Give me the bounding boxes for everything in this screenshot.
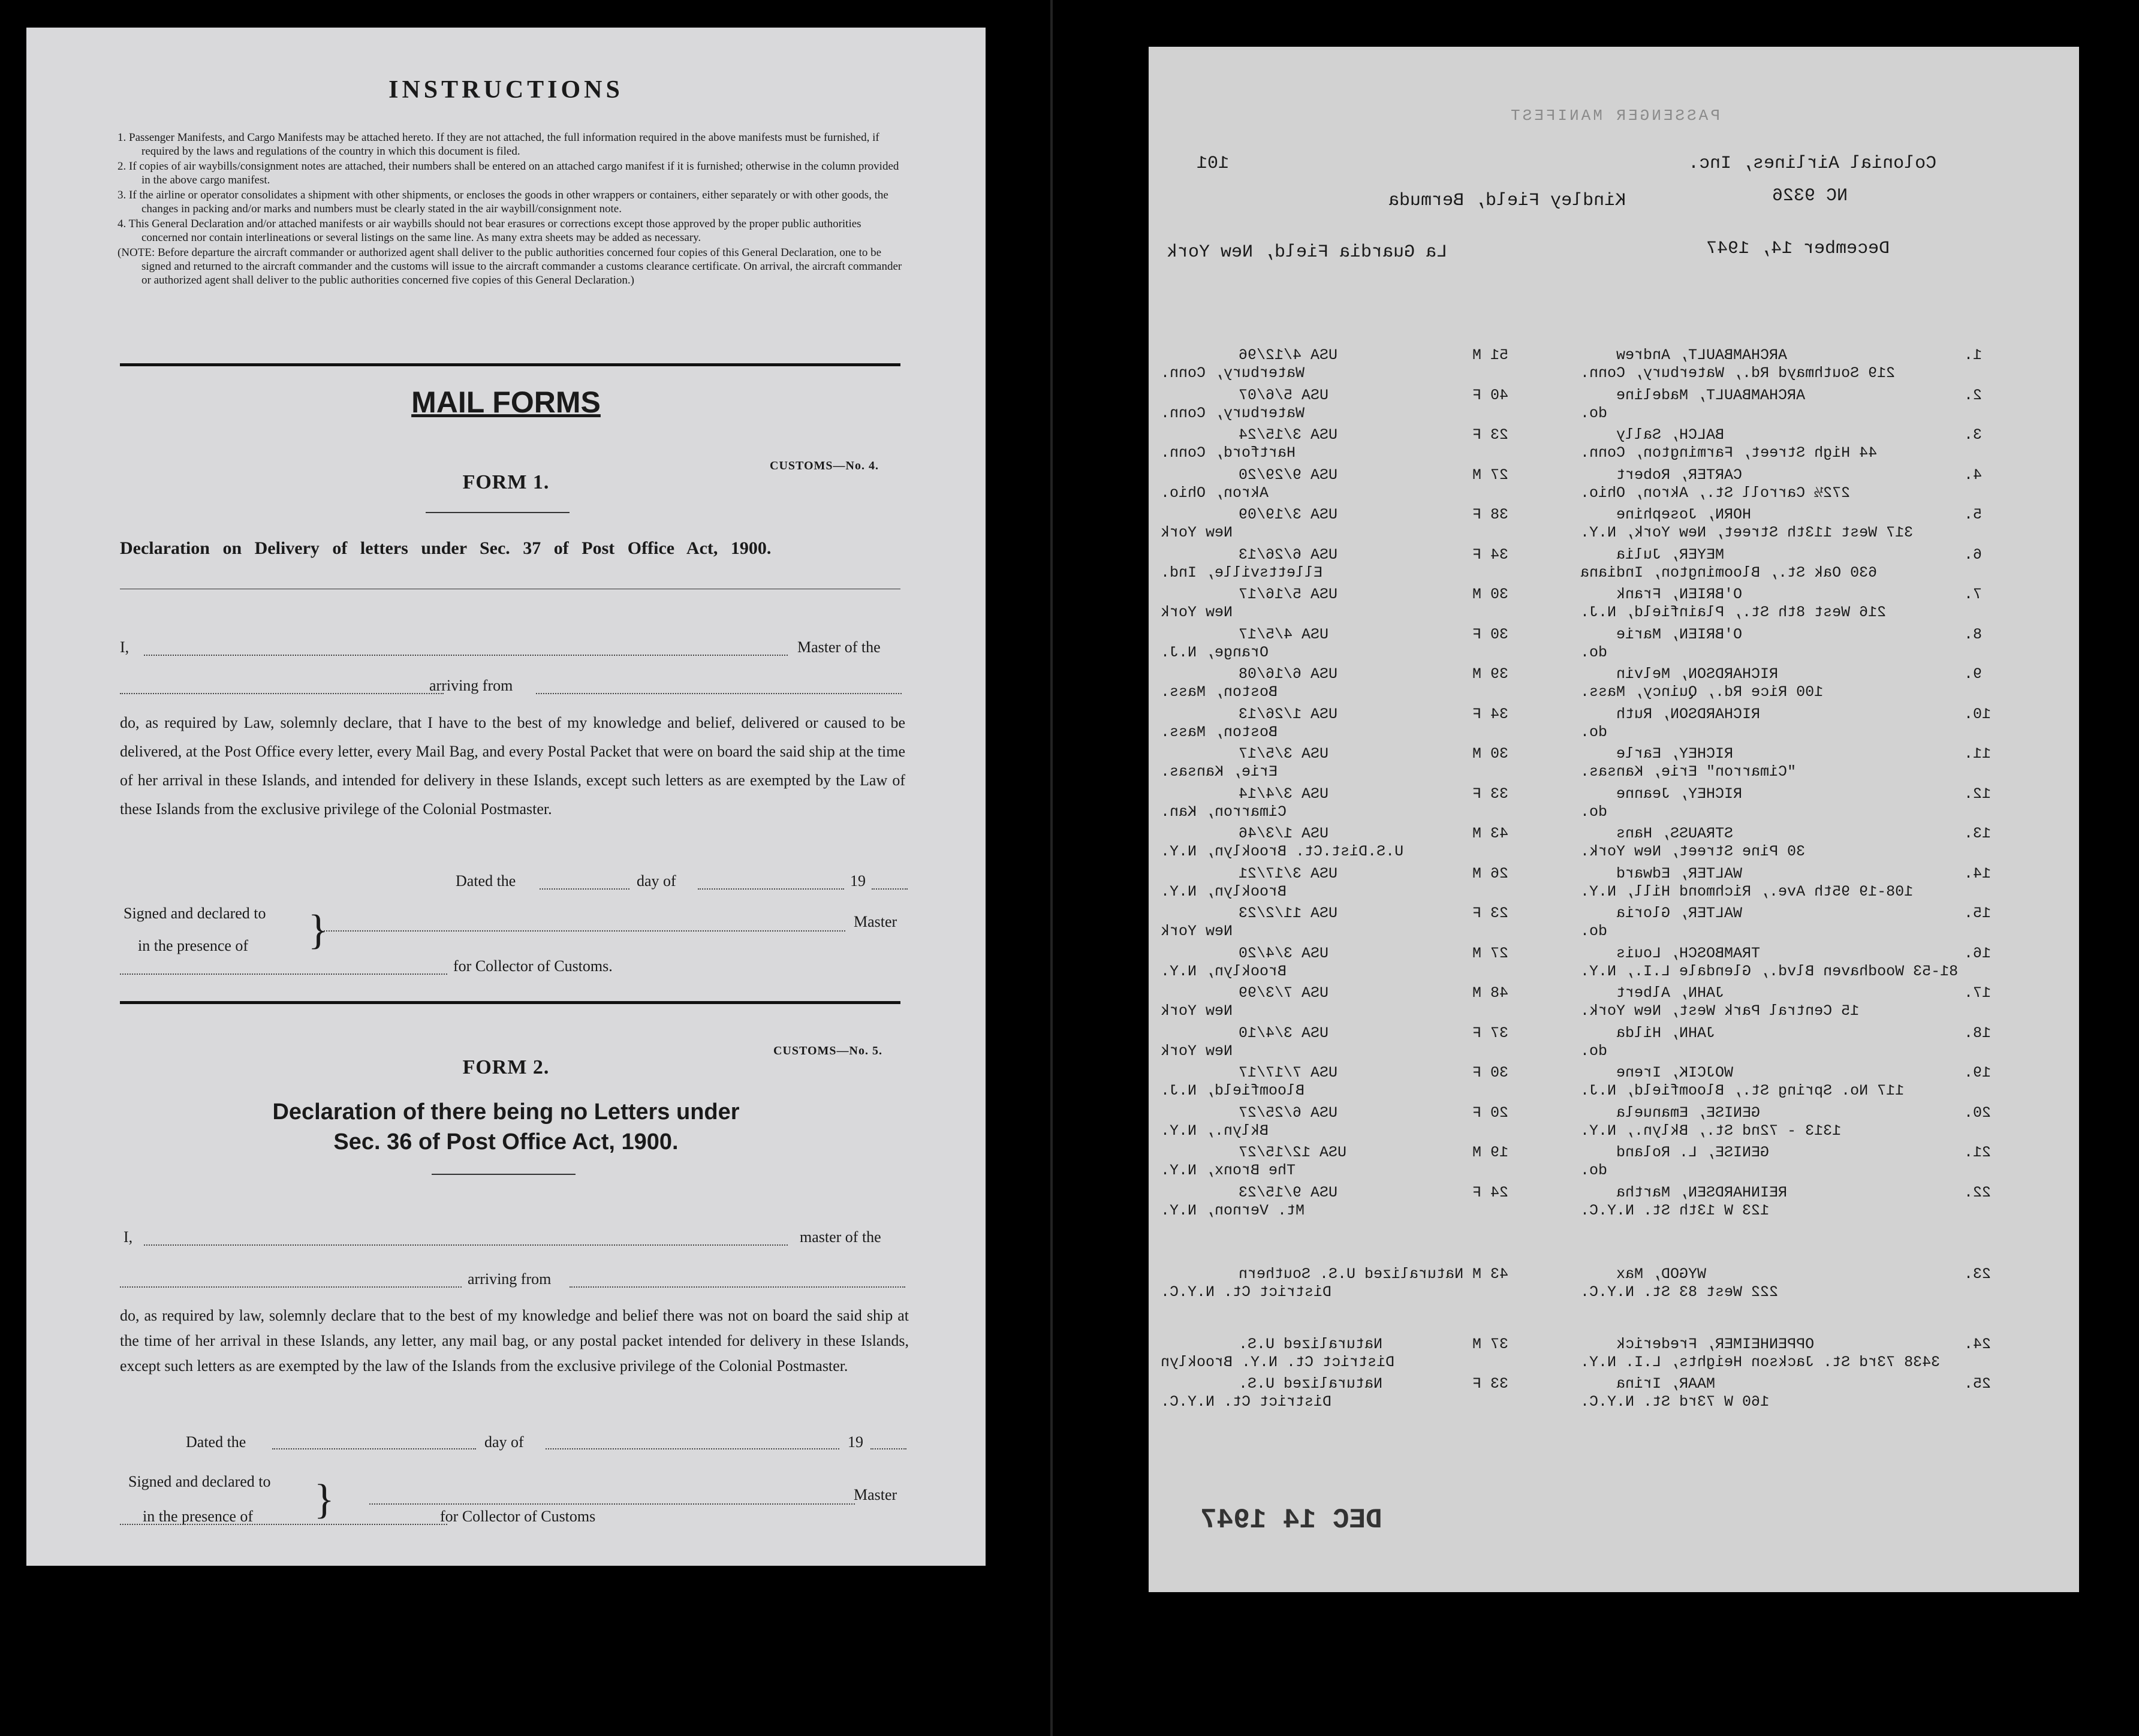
passenger-addr: do. [1580, 643, 1608, 661]
manifest-flight-number: 101 [1197, 153, 1230, 174]
passenger-city: New York [1161, 524, 1233, 541]
passenger-age: 43 M [1472, 825, 1509, 842]
passenger-name: MEYER, Julia [1616, 545, 1725, 563]
passenger-age: 33 F [1472, 785, 1509, 803]
passenger-city: Ellettsville, Ind. [1161, 563, 1323, 581]
passenger-name: WYGOD, Max [1616, 1265, 1707, 1283]
form2-i-label: I, [123, 1228, 133, 1246]
passenger-n: 8. [1964, 625, 1983, 643]
instruction-item: 4. This General Declaration and/or attached manifests or air waybills should not bear erasures or corrections except those approved by the proper public authorities concerned nor contain interlineations or several listings on the same line. As many extra sheets may be added as necessary. [118, 218, 861, 244]
form1-heading: FORM 1. [462, 471, 550, 493]
passenger-name: BALCH, Sally [1616, 426, 1725, 444]
passenger-n: 9. [1964, 665, 1983, 683]
form1-collector-label: for Collector of Customs. [453, 957, 613, 975]
passenger-addr: 123 W 13th St. N.Y.C. [1580, 1201, 1770, 1219]
passenger-pass: USA 6/25/27 [1239, 1104, 1338, 1122]
passenger-city: Erie, Kansas. [1161, 763, 1278, 780]
form2-ship-field[interactable] [120, 1286, 462, 1288]
form2-arriving-from: arriving from [468, 1270, 552, 1288]
passenger-pass: USA 3/4/10 [1239, 1024, 1329, 1042]
passenger-age: 27 M [1472, 466, 1509, 484]
passenger-pass: USA 3/17/21 [1239, 864, 1338, 882]
passenger-pass: USA 3/5/17 [1239, 745, 1329, 762]
passenger-city: District Ct. N.Y. Brooklyn [1161, 1353, 1395, 1371]
passenger-pass: USA 7/3/99 [1239, 984, 1329, 1002]
passenger-n: 4. [1964, 466, 1983, 484]
passenger-manifest-page [1149, 47, 2079, 1592]
passenger-addr: do. [1580, 404, 1608, 422]
passenger-n: 1. [1964, 346, 1983, 364]
form1-year-field[interactable] [872, 888, 908, 890]
form2-master: Master [854, 1486, 897, 1503]
passenger-city: New York [1161, 1002, 1233, 1020]
form1-ship-field[interactable] [120, 693, 444, 694]
instruction-note: (NOTE: Before departure the aircraft commander or authorized agent shall deliver to the public authorities concerned four copies of this General Declaration, one to be signed and returned to the aircraft commander and the customs will issue to the aircraft commander a customs clearance certificate. On arrival, the aircraft commander or authorized agent shall deliver to the public authorities concerned five copies of this General Declaration.) [118, 246, 902, 287]
passenger-city: Brooklyn, N.Y. [1161, 962, 1287, 980]
passenger-age: 39 M [1472, 665, 1509, 683]
passenger-n: 23. [1964, 1265, 1992, 1283]
passenger-n: 7. [1964, 586, 1983, 603]
passenger-age: 27 M [1472, 944, 1509, 962]
form2-collector-label: for Collector of Customs [440, 1508, 596, 1525]
manifest-destination: La Guardia Field, New York [1167, 242, 1448, 263]
passenger-n: 18. [1964, 1024, 1992, 1042]
passenger-addr: 216 West 8th St., Plainfield, N.J. [1580, 604, 1887, 621]
form1-body: do, as required by Law, solemnly declare, that I have to the best of my knowledge and belief, delivered or caused to be delivered, at the Post Office every letter, every Mail Bag, and every Postal Packet that were on board the said ship at the time of her arrival in these Islands, and intended for delivery in these Islands, except such letters as are exempted by the Law of these Islands from the exclusive privilege of the Colonial Postmaster. [120, 714, 905, 818]
manifest-airline: Colonial Airlines, Inc. [1688, 153, 1937, 174]
form1-month-field[interactable] [698, 888, 844, 890]
passenger-name: RICHARDSON, Melvin [1616, 665, 1779, 683]
page-divider [1050, 0, 1053, 1736]
form2-year-field[interactable] [870, 1448, 906, 1449]
passenger-addr: do. [1580, 1162, 1608, 1179]
passenger-name: ARCHAMBAULT, Madeline [1616, 386, 1806, 404]
passenger-age: 48 M [1472, 984, 1509, 1002]
passenger-n: 21. [1964, 1144, 1992, 1161]
passenger-pass: USA 11/2/23 [1239, 905, 1338, 922]
form1-collector-field[interactable] [120, 974, 447, 975]
form1-heading-rule [426, 512, 570, 513]
passenger-addr: 160 W 73rd St. N.Y.C. [1580, 1393, 1770, 1410]
form1-year: 19 [850, 872, 866, 890]
form1-master: Master [854, 913, 897, 930]
passenger-age: 38 F [1472, 506, 1509, 523]
passenger-n: 24. [1964, 1335, 1992, 1353]
form-separator-rule [120, 1001, 900, 1004]
passenger-city: New York [1161, 923, 1233, 940]
passenger-city: Orange, N.J. [1161, 643, 1269, 661]
passenger-n: 5. [1964, 506, 1983, 523]
passenger-addr: do. [1580, 923, 1608, 940]
form1-declaration: Declaration on Delivery of letters under Sec. 37 of Post Office Act, 1900. [120, 538, 772, 558]
form1-signed-declared: Signed and declared to [123, 905, 266, 922]
passenger-city: Bloomfield, N.J. [1161, 1082, 1305, 1099]
passenger-addr: do. [1580, 723, 1608, 741]
passenger-city: Cimarron, Kan. [1161, 803, 1287, 821]
passenger-city: New York [1161, 1042, 1233, 1060]
form1-day-of: day of [637, 872, 676, 890]
passenger-name: O'BRIEN, Frank [1616, 586, 1743, 603]
passenger-n: 2. [1964, 386, 1983, 404]
instruction-item: 1. Passenger Manifests, and Cargo Manifests may be attached hereto. If they are not attached, the full information required in the above manifests must be furnished, if required by the laws and regulations of the country in which this document is filed. [118, 131, 879, 158]
passenger-city: Waterbury, Conn. [1161, 364, 1305, 382]
form1-signature-field[interactable] [324, 930, 845, 932]
form1-customs-number: CUSTOMS—No. 4. [770, 459, 879, 472]
passenger-addr: do. [1580, 803, 1608, 821]
passenger-addr: 117 No. Spring St., Bloomfield, N.J. [1580, 1082, 1905, 1099]
passenger-addr: 317 West 113th Street, New York, N.Y. [1580, 524, 1914, 541]
form2-presence-of: in the presence of [143, 1508, 254, 1525]
passenger-age: 34 F [1472, 705, 1509, 723]
passenger-name: JAHN, Hilda [1616, 1024, 1716, 1042]
passenger-age: 30 M [1472, 586, 1509, 603]
passenger-name: RICHEY, Earle [1616, 745, 1734, 762]
passenger-pass: USA 9/29/20 [1239, 466, 1338, 484]
form2-heading: FORM 2. [462, 1056, 550, 1078]
instruction-item: 3. If the airline or operator consolidates a shipment with other shipments, or encloses the goods in other wrappers or containers, either separately or with other goods, the changes in packing and/or marks and numbers must be clearly stated in the air waybill/consignment note. [118, 189, 888, 215]
manifest-header: PASSENGER MANIFEST [1508, 107, 1720, 125]
form2-body: do, as required by law, solemnly declare that to the best of my knowledge and belief there was not on board the said ship at the time of her arrival in these Islands, any letter, any mail bag, or any postal packet intended for delivery in these Islands, except such letters as are exempted by the law of the Islands from the exclusive privilege of the Colonial Postmaster. [120, 1307, 909, 1375]
passenger-name: MAAR, Irina [1616, 1375, 1716, 1393]
passenger-city: Boston, Mass. [1161, 683, 1278, 701]
form2-customs-number: CUSTOMS—No. 5. [773, 1044, 882, 1057]
passenger-city: District Ct. N.Y.C. [1161, 1393, 1332, 1410]
passenger-name: GENISE, Emanuela [1616, 1104, 1761, 1122]
passenger-name: WOJCIK, Irene [1616, 1064, 1734, 1081]
form1-date-field[interactable] [540, 888, 629, 890]
form2-brace: } [314, 1476, 335, 1523]
passenger-n: 14. [1964, 864, 1992, 882]
passenger-n: 13. [1964, 825, 1992, 842]
passenger-n: 17. [1964, 984, 1992, 1002]
passenger-n: 19. [1964, 1064, 1992, 1081]
form2-signed-declared: Signed and declared to [128, 1473, 271, 1490]
date-stamp: DEC 14 1947 [1200, 1505, 1382, 1536]
form1-origin-field[interactable] [536, 693, 902, 694]
passenger-addr: 1313 - 72nd St., Bklyn., N.Y. [1580, 1122, 1842, 1140]
form2-dated-the: Dated the [186, 1433, 246, 1451]
passenger-age: 26 M [1472, 864, 1509, 882]
passenger-pass: USA 7/17/17 [1239, 1064, 1338, 1081]
passenger-pass: USA 4/5/17 [1239, 625, 1329, 643]
passenger-addr: 15 Central Park West, New York. [1580, 1002, 1860, 1020]
passenger-addr: 81-53 Woodhaven Blvd., Glendale L.I., N.Y. [1580, 962, 1959, 980]
passenger-addr: 108-19 95th Ave., Richmond Hill, N.Y. [1580, 882, 1914, 900]
passenger-addr: "Cimarron" Erie, Kansas. [1580, 763, 1797, 780]
passenger-pass: USA 1/3/46 [1239, 825, 1329, 842]
passenger-city: New York [1161, 604, 1233, 621]
passenger-age: 43 M [1472, 1265, 1509, 1283]
form2-year: 19 [848, 1433, 863, 1451]
form2-day-of: day of [484, 1433, 524, 1451]
passenger-age: 30 M [1472, 745, 1509, 762]
passenger-name: REINHARDSEN, Martha [1616, 1183, 1788, 1201]
passenger-pass: USA 9/15/23 [1239, 1183, 1338, 1201]
mail-forms-title: MAIL FORMS [411, 385, 601, 419]
passenger-addr: 3438 73rd St. Jackson Heights, L.I. N.Y. [1580, 1353, 1941, 1371]
form2-declaration-line2: Sec. 36 of Post Office Act, 1900. [333, 1129, 679, 1155]
passenger-age: 24 F [1472, 1183, 1509, 1201]
passenger-pass: USA 5/6/07 [1239, 386, 1329, 404]
passenger-name: WALTER, Edward [1616, 864, 1743, 882]
passenger-city: U.S.Dist.Ct. Brooklyn, N.Y. [1161, 843, 1404, 860]
passenger-pass: USA 3/4/20 [1239, 944, 1329, 962]
passenger-city: Brooklyn, N.Y. [1161, 882, 1287, 900]
passenger-name: RICHARDSON, Ruth [1616, 705, 1761, 723]
instructions-title: INSTRUCTIONS [388, 76, 623, 104]
passenger-n: 22. [1964, 1183, 1992, 1201]
passenger-pass: USA 3/15/24 [1239, 426, 1338, 444]
form2-master-of-the: master of the [800, 1228, 881, 1246]
form2-month-field[interactable] [546, 1448, 839, 1449]
passenger-city: Waterbury, Conn. [1161, 404, 1305, 422]
form1-brace: } [308, 907, 329, 953]
form2-origin-field[interactable] [570, 1286, 905, 1288]
instructions-list [118, 131, 909, 288]
mail-forms-page [26, 28, 986, 1566]
form1-arriving-from: arriving from [429, 677, 513, 694]
passenger-n: 6. [1964, 545, 1983, 563]
passenger-city: Boston, Mass. [1161, 723, 1278, 741]
passenger-name: ARCHAMBAULT, Andrew [1616, 346, 1788, 364]
passenger-city: The Bronx, N.Y. [1161, 1162, 1296, 1179]
manifest-aircraft: NC 9326 [1772, 186, 1848, 206]
passenger-age: 23 F [1472, 426, 1509, 444]
form1-presence-of: in the presence of [138, 937, 249, 954]
passenger-pass: USA 5/16/17 [1239, 586, 1338, 603]
passenger-city: District Ct. N.Y.C. [1161, 1283, 1332, 1301]
passenger-age: 40 F [1472, 386, 1509, 404]
passenger-name: OPPENHEIMER, Frederick [1616, 1335, 1815, 1353]
passenger-pass: USA 6/26/13 [1239, 545, 1338, 563]
form2-date-field[interactable] [272, 1448, 476, 1449]
passenger-name: GENISE, L. Roland [1616, 1144, 1770, 1161]
passenger-pass: Naturalized U.S. Southern [1239, 1265, 1464, 1283]
form2-collector-field[interactable] [120, 1524, 447, 1525]
passenger-name: WALTER, Gloria [1616, 905, 1743, 922]
passenger-pass: USA 12/15/27 [1239, 1144, 1347, 1161]
passenger-age: 23 F [1472, 905, 1509, 922]
passenger-name: TRAMBOSCH, Louis [1616, 944, 1761, 962]
form1-i-label: I, [120, 638, 129, 656]
passenger-addr: do. [1580, 1042, 1608, 1060]
passenger-name: HORN, Josephine [1616, 506, 1752, 523]
passenger-n: 12. [1964, 785, 1992, 803]
passenger-n: 11. [1964, 745, 1992, 762]
passenger-n: 3. [1964, 426, 1983, 444]
passenger-city: Bklyn., N.Y. [1161, 1122, 1269, 1140]
passenger-addr: 222 West 83 St. N.Y.C. [1580, 1283, 1779, 1301]
passenger-addr: 630 Oak St., Bloomington, Indiana [1580, 563, 1878, 581]
form1-dated-the: Dated the [456, 872, 516, 890]
passenger-pass: USA 3/4/14 [1239, 785, 1329, 803]
passenger-name: CARTER, Robert [1616, 466, 1743, 484]
passenger-age: 30 F [1472, 1064, 1509, 1081]
passenger-n: 16. [1964, 944, 1992, 962]
form2-name-field[interactable] [144, 1244, 788, 1246]
passenger-addr: 219 Southmayd Rd., Waterbury, Conn. [1580, 364, 1896, 382]
passenger-addr: 100 Rice Rd., Quincy, Mass. [1580, 683, 1824, 701]
passenger-pass: USA 6/16/08 [1239, 665, 1338, 683]
instruction-item: 2. If copies of air waybills/consignment notes are attached, their numbers shall be entered on an attached cargo manifest if it is furnished; otherwise in the column provided in the above cargo manifest. [118, 160, 899, 186]
passenger-age: 33 F [1472, 1375, 1509, 1393]
passenger-addr: 44 High Street, Farmington, Conn. [1580, 444, 1878, 462]
passenger-name: O'BRIEN, Marie [1616, 625, 1743, 643]
passenger-pass: USA 4/12/96 [1239, 346, 1338, 364]
passenger-age: 51 M [1472, 346, 1509, 364]
form1-master-of-the: Master of the [797, 638, 881, 656]
manifest-origin: Kindley Field, Bermuda [1388, 191, 1626, 211]
passenger-n: 10. [1964, 705, 1992, 723]
section-rule [120, 363, 900, 366]
passenger-addr: 30 Pine Street, New York. [1580, 843, 1806, 860]
passenger-pass: Naturalized U.S. [1239, 1335, 1383, 1353]
passenger-age: 19 M [1472, 1144, 1509, 1161]
manifest-date: December 14, 1947 [1706, 239, 1890, 259]
passenger-name: JAHN, Albert [1616, 984, 1725, 1002]
passenger-age: 37 M [1472, 1335, 1509, 1353]
passenger-age: 34 F [1472, 545, 1509, 563]
passenger-n: 25. [1964, 1375, 1992, 1393]
passenger-age: 20 F [1472, 1104, 1509, 1122]
passenger-addr: 272½ Carroll St., Akron, Ohio. [1580, 484, 1851, 502]
passenger-name: RICHEY, Jeanne [1616, 785, 1743, 803]
passenger-pass: Naturalized U.S. [1239, 1375, 1383, 1393]
passenger-city: Akron, Ohio. [1161, 484, 1269, 502]
passenger-city: Mt. Vernon, N.Y. [1161, 1201, 1305, 1219]
passenger-pass: USA 3/19/09 [1239, 506, 1338, 523]
form2-declaration-line1: Declaration of there being no Letters under [272, 1099, 740, 1125]
passenger-pass: USA 1/26/13 [1239, 705, 1338, 723]
passenger-n: 20. [1964, 1104, 1992, 1122]
passenger-age: 30 F [1472, 625, 1509, 643]
passenger-city: Hartford, Conn. [1161, 444, 1296, 462]
form1-name-field[interactable] [144, 655, 788, 656]
passenger-name: STRAUSS, Hans [1616, 825, 1734, 842]
passenger-age: 37 F [1472, 1024, 1509, 1042]
passenger-n: 15. [1964, 905, 1992, 922]
form2-heading-rule [432, 1174, 576, 1175]
